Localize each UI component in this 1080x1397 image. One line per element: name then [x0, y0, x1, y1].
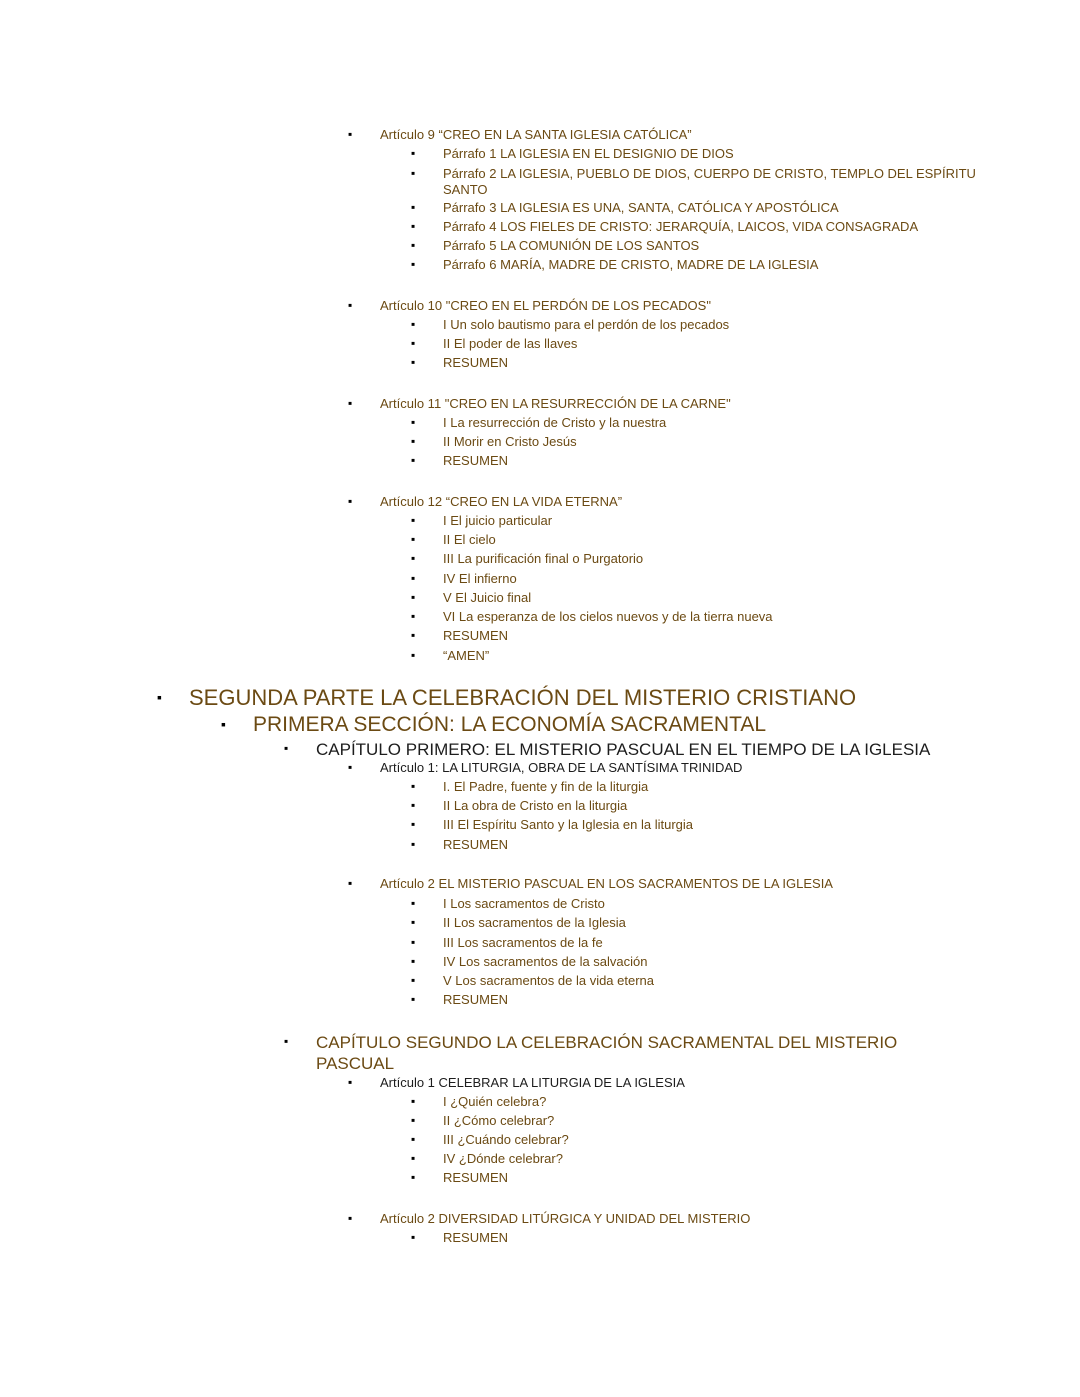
toc-link[interactable]: IV El infierno: [443, 571, 517, 586]
toc-link[interactable]: II El cielo: [443, 532, 496, 547]
chapter-2-link[interactable]: PASCUAL: [316, 1054, 395, 1073]
toc-link[interactable]: V El Juicio final: [443, 590, 532, 605]
toc-link[interactable]: Párrafo 3 LA IGLESIA ES UNA, SANTA, CATÓLICA Y APOSTÓLICA: [443, 200, 839, 215]
bullet: ▪: [411, 219, 416, 233]
bullet: ▪: [411, 453, 416, 467]
article-link[interactable]: Artículo 2 EL MISTERIO PASCUAL EN LOS SACRAMENTOS DE LA IGLESIA: [380, 876, 833, 891]
bullet: ▪: [348, 1211, 353, 1225]
article-title: Artículo 1 CELEBRAR LA LITURGIA DE LA IGLESIA: [380, 1075, 685, 1090]
toc-link[interactable]: RESUMEN: [443, 453, 509, 468]
bullet: ▪: [411, 896, 416, 910]
bullet: ▪: [411, 648, 416, 662]
bullet: ▪: [411, 317, 416, 331]
bullet: ▪: [348, 396, 353, 410]
bullet: ▪: [411, 1132, 416, 1146]
toc-link[interactable]: I La resurrección de Cristo y la nuestra: [443, 415, 667, 430]
bullet: ▪: [411, 355, 416, 369]
bullet: ▪: [411, 590, 416, 604]
toc-link[interactable]: III ¿Cuándo celebrar?: [443, 1132, 569, 1147]
bullet: ▪: [411, 954, 416, 968]
toc-link[interactable]: I El juicio particular: [443, 513, 553, 528]
toc-link[interactable]: II El poder de las llaves: [443, 336, 578, 351]
bullet: ▪: [411, 1151, 416, 1165]
toc-link[interactable]: IV Los sacramentos de la salvación: [443, 954, 648, 969]
toc-link[interactable]: III La purificación final o Purgatorio: [443, 551, 644, 566]
bullet: ▪: [411, 1230, 416, 1244]
article-link[interactable]: Artículo 2 DIVERSIDAD LITÚRGICA Y UNIDAD DEL MISTERIO: [380, 1211, 751, 1226]
toc-link[interactable]: II Los sacramentos de la Iglesia: [443, 915, 626, 930]
bullet: ▪: [411, 935, 416, 949]
part-2-link[interactable]: SEGUNDA PARTE LA CELEBRACIÓN DEL MISTERIO CRISTIANO: [189, 685, 857, 710]
article-10-link[interactable]: Artículo 10 "CREO EN EL PERDÓN DE LOS PECADOS": [380, 298, 711, 313]
toc-link[interactable]: II Morir en Cristo Jesús: [443, 434, 577, 449]
bullet: ▪: [411, 551, 416, 565]
bullet: ▪: [411, 166, 416, 180]
bullet: ▪: [348, 760, 353, 774]
bullet: ▪: [411, 571, 416, 585]
bullet: ▪: [411, 532, 416, 546]
toc-link[interactable]: IV ¿Dónde celebrar?: [443, 1151, 563, 1166]
bullet: ▪: [411, 1170, 416, 1184]
toc-link[interactable]: Párrafo 1 LA IGLESIA EN EL DESIGNIO DE DIOS: [443, 146, 734, 161]
bullet: ▪: [157, 689, 162, 705]
toc-link[interactable]: I Los sacramentos de Cristo: [443, 896, 605, 911]
bullet: ▪: [411, 779, 416, 793]
section-1-link[interactable]: PRIMERA SECCIÓN: LA ECONOMÍA SACRAMENTAL: [253, 713, 767, 736]
toc-link[interactable]: RESUMEN: [443, 992, 509, 1007]
bullet: ▪: [284, 741, 289, 755]
chapter-2-link[interactable]: CAPÍTULO SEGUNDO LA CELEBRACIÓN SACRAMENTAL DEL MISTERIO: [316, 1033, 898, 1052]
bullet: ▪: [411, 1113, 416, 1127]
bullet: ▪: [348, 876, 353, 890]
bullet: ▪: [411, 415, 416, 429]
toc-link[interactable]: RESUMEN: [443, 837, 509, 852]
bullet: ▪: [411, 817, 416, 831]
bullet: ▪: [411, 238, 416, 252]
toc-link[interactable]: RESUMEN: [443, 628, 509, 643]
toc-link[interactable]: I. El Padre, fuente y fin de la liturgia: [443, 779, 649, 794]
bullet: ▪: [221, 716, 226, 732]
bullet: ▪: [411, 973, 416, 987]
toc-link[interactable]: I Un solo bautismo para el perdón de los pecados: [443, 317, 730, 332]
bullet: ▪: [348, 1075, 353, 1089]
bullet: ▪: [411, 513, 416, 527]
toc-link[interactable]: Párrafo 2 LA IGLESIA, PUEBLO DE DIOS, CUERPO DE CRISTO, TEMPLO DEL ESPÍRITU: [443, 166, 976, 181]
toc-link[interactable]: Párrafo 5 LA COMUNIÓN DE LOS SANTOS: [443, 238, 700, 253]
toc-link[interactable]: “AMEN”: [443, 648, 490, 663]
chapter-1-title: CAPÍTULO PRIMERO: EL MISTERIO PASCUAL EN EL TIEMPO DE LA IGLESIA: [316, 740, 931, 759]
bullet: ▪: [411, 609, 416, 623]
toc-link[interactable]: SANTO: [443, 182, 488, 197]
bullet: ▪: [348, 127, 353, 141]
toc-link[interactable]: III El Espíritu Santo y la Iglesia en la liturgia: [443, 817, 694, 832]
toc-link[interactable]: Párrafo 6 MARÍA, MADRE DE CRISTO, MADRE DE LA IGLESIA: [443, 257, 819, 272]
bullet: ▪: [411, 1094, 416, 1108]
toc-link[interactable]: II ¿Cómo celebrar?: [443, 1113, 555, 1128]
article-11-link[interactable]: Artículo 11 "CREO EN LA RESURRECCIÓN DE LA CARNE": [380, 396, 731, 411]
toc-link[interactable]: III Los sacramentos de la fe: [443, 935, 603, 950]
article-title: Artículo 1: LA LITURGIA, OBRA DE LA SANTÍSIMA TRINIDAD: [380, 760, 743, 775]
article-9-link[interactable]: Artículo 9 “CREO EN LA SANTA IGLESIA CATÓLICA”: [380, 127, 692, 142]
toc-link[interactable]: RESUMEN: [443, 1230, 509, 1245]
bullet: ▪: [284, 1034, 289, 1048]
bullet: ▪: [411, 992, 416, 1006]
toc-link[interactable]: RESUMEN: [443, 1170, 509, 1185]
bullet: ▪: [411, 200, 416, 214]
toc-link[interactable]: VI La esperanza de los cielos nuevos y de la tierra nueva: [443, 609, 773, 624]
bullet: ▪: [411, 336, 416, 350]
toc-link[interactable]: I ¿Quién celebra?: [443, 1094, 547, 1109]
bullet: ▪: [411, 434, 416, 448]
toc-link[interactable]: Párrafo 4 LOS FIELES DE CRISTO: JERARQUÍA, LAICOS, VIDA CONSAGRADA: [443, 219, 919, 234]
toc-link[interactable]: II La obra de Cristo en la liturgia: [443, 798, 628, 813]
bullet: ▪: [348, 298, 353, 312]
bullet: ▪: [411, 798, 416, 812]
article-12-link[interactable]: Artículo 12 “CREO EN LA VIDA ETERNA”: [380, 494, 623, 509]
toc-link[interactable]: RESUMEN: [443, 355, 509, 370]
bullet: ▪: [411, 915, 416, 929]
bullet: ▪: [411, 146, 416, 160]
bullet: ▪: [348, 494, 353, 508]
bullet: ▪: [411, 257, 416, 271]
toc-link[interactable]: V Los sacramentos de la vida eterna: [443, 973, 655, 988]
bullet: ▪: [411, 837, 416, 851]
bullet: ▪: [411, 628, 416, 642]
